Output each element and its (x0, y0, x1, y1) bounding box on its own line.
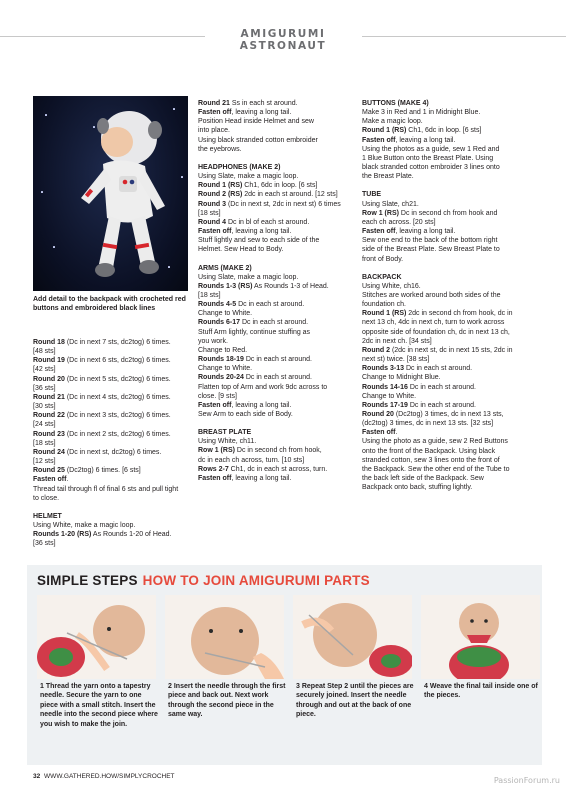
section-heading: BACKPACK (362, 273, 402, 281)
line-text: Ch1, 6dc in loop. [6 sts] (242, 182, 318, 190)
bold-label: Round 1 (RS) (198, 182, 243, 190)
line-text: the Backpack. Sew the other end of the Tube to (362, 465, 510, 473)
text-line (362, 309, 532, 318)
line-text: Using White, ch16. (362, 282, 421, 290)
bold-label: Round 20 (33, 375, 65, 383)
text-line (33, 539, 193, 548)
line-text: Using White, make a magic loop. (33, 521, 136, 529)
text-line (362, 373, 532, 382)
text-line (33, 393, 193, 402)
line-text: (Dc in next 3 sts, dc2tog) 6 times. (64, 412, 171, 420)
step-1-illustration (37, 595, 156, 679)
step-3-body: Repeat Step 2 until the pieces are securely joined. Insert the needle through and out at the back of one piece. (296, 683, 414, 719)
footer-url[interactable]: WWW.GATHERED.HOW/SIMPLYCROCHET (44, 773, 175, 780)
step-1-number: 1 (40, 683, 44, 690)
text-line (362, 465, 532, 474)
text-line (198, 437, 356, 446)
bold-label: Round 25 (33, 467, 65, 475)
text-line (362, 154, 532, 163)
line-text: Change to Red. (198, 346, 248, 354)
text-line (33, 420, 193, 429)
bold-label: Rounds 14-16 (362, 383, 408, 391)
text-line (198, 200, 356, 209)
simple-steps-heading: SIMPLE STEPS (37, 573, 138, 588)
line-text: side of the Breast Plate. Sew Breast Plate to (362, 246, 500, 254)
line-text: Using Slate, make a magic loop. (198, 173, 299, 181)
bold-label: Rounds 6-17 (198, 319, 241, 327)
text-line (198, 392, 356, 401)
line-text: Change to White. (198, 365, 253, 373)
line-text: [30 sts] (33, 403, 56, 411)
line-text: Helmet. Sew Head to Body. (198, 246, 284, 254)
line-text: (Dc2tog) 6 times. [6 sts] (64, 467, 141, 475)
step-4-body: Weave the final tail inside one of the pieces. (424, 683, 538, 700)
bold-label: Round 21 (198, 100, 230, 107)
line-text: opposite side of foundation ch, dc in next 13 ch, (362, 328, 510, 336)
step-2-photo (165, 595, 284, 679)
text-line (362, 337, 532, 346)
text-line (362, 255, 532, 264)
text-line (198, 172, 356, 181)
text-line (362, 108, 532, 117)
text-line (362, 328, 532, 337)
bold-label: Fasten off (198, 228, 232, 236)
line-text: Dc in each st around. (404, 365, 473, 373)
bold-label: Rounds 1-3 (RS) (198, 282, 253, 290)
line-text: Using black stranded cotton embroider (198, 136, 318, 144)
bold-label: Rounds 18-19 (198, 356, 244, 364)
line-text: [12 sts] (33, 458, 56, 466)
step-4-illustration (421, 595, 540, 679)
text-line (33, 466, 193, 475)
paragraph-gap (198, 419, 356, 428)
text-line (198, 108, 356, 117)
bold-label: Fasten off (198, 474, 232, 482)
bold-label: Round 19 (33, 357, 65, 365)
bold-label: Rounds 20-24 (198, 374, 244, 382)
text-line (362, 410, 532, 419)
line-text: As Rounds 1-20 of Head. (91, 531, 172, 539)
text-line (362, 355, 532, 364)
text-line (362, 117, 532, 126)
step-3-text (296, 682, 416, 720)
step-4-photo (421, 595, 540, 679)
line-text: Using the photo as a guide, sew 2 Red Buttons (362, 438, 508, 446)
line-text: Stuff Arm lightly, continue stuffing as (198, 328, 311, 336)
step-1-photo (37, 595, 156, 679)
bold-label: Round 24 (33, 448, 65, 456)
text-line (198, 282, 356, 291)
line-text: Using the photos as a guide, sew 1 Red and (362, 145, 500, 153)
text-column-1 (33, 338, 193, 548)
line-text: 2dc in second ch from hook, dc in (406, 310, 513, 318)
text-line (198, 136, 356, 145)
line-text: the Breast Plate. (362, 173, 414, 181)
step-4-number: 4 (424, 683, 428, 690)
text-line (362, 383, 532, 392)
text-line (362, 318, 532, 327)
line-text: Position Head inside Helmet and sew (198, 118, 314, 126)
text-line (198, 474, 356, 483)
header-rule-left (0, 36, 205, 37)
line-text: 2dc in each st around. [12 sts] (242, 191, 338, 199)
line-text: Dc in each st around. (236, 301, 305, 309)
text-line (362, 456, 532, 465)
bold-label: Fasten off (362, 429, 396, 437)
text-line (198, 383, 356, 392)
line-text: the eyebrows. (198, 145, 242, 153)
line-text: , leaving a long tail. (231, 401, 292, 409)
line-text: the back left side of the Backpack. Sew (362, 475, 484, 483)
text-line (362, 282, 532, 291)
text-line (198, 227, 356, 236)
step-3-photo (293, 595, 412, 679)
bold-label: Rows 2-7 (198, 465, 229, 473)
section-heading: BREAST PLATE (198, 429, 252, 437)
step-3-illustration (293, 595, 412, 679)
text-line (362, 245, 532, 254)
text-line (33, 448, 193, 457)
text-line (198, 190, 356, 199)
text-line (33, 356, 193, 365)
text-line (33, 457, 193, 466)
text-line (198, 401, 356, 410)
text-line (198, 328, 356, 337)
line-text: [36 sts] (33, 384, 56, 392)
line-text: Stitches are worked around both sides of the (362, 291, 501, 299)
bold-label: Row 1 (RS) (362, 209, 399, 217)
line-text: [42 sts] (33, 366, 56, 374)
text-line (198, 465, 356, 474)
line-text: Dc in each st around. (243, 374, 312, 382)
line-text: (Dc in next 7 sts, dc2tog) 6 times. (64, 339, 171, 346)
step-1-text (40, 682, 160, 729)
text-line (33, 439, 193, 448)
line-text: As Rounds 1-3 of Head. (252, 282, 329, 290)
line-text: [36 sts] (33, 540, 56, 548)
bold-label: Fasten off (33, 476, 67, 484)
paragraph-gap (198, 255, 356, 264)
text-line (362, 300, 532, 309)
text-line (198, 337, 356, 346)
text-line (362, 145, 532, 154)
text-line (362, 172, 532, 181)
bold-label: Row 1 (RS) (198, 447, 235, 455)
bold-label: Rounds 4-5 (198, 301, 237, 309)
line-text: . (66, 476, 69, 484)
line-text: you work. (198, 337, 228, 345)
bold-label: Round 18 (33, 339, 65, 346)
line-text: [18 sts] (33, 439, 56, 447)
line-text: , leaving a long tail. (395, 136, 456, 144)
text-line (362, 227, 532, 236)
bold-label: Round 2 (RS) (198, 191, 243, 199)
line-text: Flatten top of Arm and work 9dc across to (198, 383, 328, 391)
page-header (0, 22, 566, 52)
line-text: [24 sts] (33, 421, 56, 429)
line-text: Using Slate, ch21. (362, 200, 419, 208)
page-number: 32 (33, 773, 41, 780)
text-line (198, 181, 356, 190)
text-line (33, 347, 193, 356)
line-text: Ss in each st around. (229, 100, 298, 107)
watermark: PassionForum.ru (493, 776, 560, 785)
paragraph-gap (33, 503, 193, 512)
line-text: . (395, 429, 398, 437)
text-line (198, 373, 356, 382)
bold-label: Round 1 (RS) (362, 310, 407, 318)
text-line (362, 218, 532, 227)
bold-label: Rounds 1-20 (RS) (33, 531, 92, 539)
text-line (362, 437, 532, 446)
line-text: next st) twice. [38 sts] (362, 356, 430, 364)
bold-label: Fasten off (198, 401, 232, 409)
text-line (198, 218, 356, 227)
text-line (198, 291, 356, 300)
text-line (362, 401, 532, 410)
bold-label: Round 21 (33, 393, 65, 401)
line-text: , leaving a long tail. (231, 474, 292, 482)
text-column-2 (198, 99, 356, 483)
text-line (198, 355, 356, 364)
text-line (362, 483, 532, 492)
bold-label: Round 4 (198, 218, 226, 226)
line-text: (Dc in next 6 sts, dc2tog) 6 times. (64, 357, 171, 365)
text-line (198, 245, 356, 254)
bold-label: Fasten off (198, 109, 232, 117)
line-text: Dc in each st around. (243, 356, 312, 364)
section-heading: ARMS (MAKE 2) (198, 264, 252, 272)
astronaut-illustration (33, 96, 188, 291)
line-text: front of Body. (362, 255, 404, 263)
line-text: Make 3 in Red and 1 in Midnight Blue. (362, 109, 481, 117)
line-text: Sew Arm to each side of Body. (198, 411, 293, 418)
header-rule-right (362, 36, 566, 37)
step-3-number: 3 (296, 683, 300, 690)
line-text: (Dc in next 2 sts, dc2tog) 6 times. (64, 430, 171, 438)
line-text: , leaving a long tail. (231, 228, 292, 236)
text-line (362, 419, 532, 428)
line-text: next 13 ch, 4dc in next ch, turn to work across (362, 319, 505, 327)
text-line (362, 428, 532, 437)
step-2-number: 2 (168, 683, 172, 690)
text-line (362, 136, 532, 145)
text-line (362, 236, 532, 245)
text-line (362, 200, 532, 209)
page-title: AMIGURUMI ASTRONAUT (239, 28, 327, 52)
line-text: , leaving a long tail. (231, 109, 292, 117)
text-column-3 (362, 99, 532, 492)
text-line (33, 530, 193, 539)
line-text: (Dc2tog) 3 times, dc in next 13 sts, (393, 411, 504, 418)
line-text: Change to Midnight Blue. (362, 374, 441, 382)
text-line (198, 126, 356, 135)
step-2-illustration (165, 595, 284, 679)
text-line (33, 375, 193, 384)
line-text: dc in each ch across, turn. [10 sts] (198, 456, 305, 464)
paragraph-gap (362, 264, 532, 273)
bold-label: Fasten off (362, 228, 396, 236)
bold-label: Round 23 (33, 430, 65, 438)
line-text: Using White, ch11. (198, 438, 257, 446)
line-text: close. [9 sts] (198, 392, 237, 400)
text-line (33, 494, 193, 503)
simple-steps-panel (27, 565, 542, 765)
line-text: Backpack onto back, stuffing lightly. (362, 484, 473, 492)
text-line (33, 430, 193, 439)
text-line (33, 521, 193, 530)
line-text: 1 Blue Button onto the Breast Plate. Using (362, 154, 494, 162)
bold-label: Round 1 (RS) (362, 127, 407, 135)
bold-label: Round 22 (33, 412, 65, 420)
text-line (198, 364, 356, 373)
line-text: Dc in second ch from hook, (234, 447, 322, 455)
line-text: Ch1, 6dc in loop. [6 sts] (406, 127, 482, 135)
line-text: black stranded cotton embroider 3 lines onto (362, 164, 500, 172)
line-text: Dc in each st around. (407, 401, 476, 409)
line-text: Using Slate, make a magic loop. (198, 273, 299, 281)
bold-label: Rounds 17-19 (362, 401, 408, 409)
photo-caption: Add detail to the backpack with crocheted red buttons and embroidered black lines (33, 296, 186, 313)
text-line (362, 364, 532, 373)
line-text: [18 sts] (198, 291, 221, 299)
page-footer (33, 773, 175, 780)
line-text: (Dc in next 4 sts, dc2tog) 6 times. (64, 393, 171, 401)
text-line (198, 209, 356, 218)
line-text: Dc in bl of each st around. (226, 218, 310, 226)
line-text: [18 sts] (198, 209, 221, 217)
line-text: (Dc in next st, dc2tog) 6 times. (64, 448, 162, 456)
text-line (362, 126, 532, 135)
line-text: each ch across. [20 sts] (362, 218, 436, 226)
line-text: Dc in each st around. (407, 383, 476, 391)
text-line (198, 446, 356, 455)
text-line (33, 485, 193, 494)
simple-steps-title (37, 573, 370, 588)
line-text: Dc in each st around. (240, 319, 309, 327)
section-heading: HELMET (33, 512, 62, 520)
text-line (362, 209, 532, 218)
bold-label: Round 2 (362, 346, 390, 354)
line-text: Ch1, dc in each st across, turn. (228, 465, 328, 473)
text-line (362, 291, 532, 300)
astronaut-photo (33, 96, 188, 291)
paragraph-gap (198, 154, 356, 163)
text-line (33, 475, 193, 484)
line-text: Thread tail through fl of final 6 sts and pull tight (33, 485, 179, 493)
step-4-text (424, 682, 544, 701)
bold-label: Fasten off (362, 136, 396, 144)
line-text: (2dc in next st, dc in next 15 sts, 2dc in (390, 346, 513, 354)
line-text: [48 sts] (33, 348, 56, 356)
text-line (362, 392, 532, 401)
text-line (33, 402, 193, 411)
bold-label: Round 3 (198, 200, 226, 208)
text-line (33, 365, 193, 374)
line-text: foundation ch. (362, 301, 406, 309)
line-text: Change to White. (198, 310, 253, 318)
bold-label: Round 20 (362, 411, 394, 418)
text-line (362, 474, 532, 483)
simple-steps-subheading: HOW TO JOIN AMIGURUMI PARTS (142, 573, 370, 588)
text-line (198, 145, 356, 154)
text-line (198, 117, 356, 126)
line-text: (Dc in next st, 2dc in next st) 6 times (226, 200, 341, 208)
line-text: 2dc in next ch. [34 sts] (362, 337, 432, 345)
text-line (362, 447, 532, 456)
text-line (198, 410, 356, 419)
text-line (33, 384, 193, 393)
text-line (198, 318, 356, 327)
text-line (198, 456, 356, 465)
section-heading: TUBE (362, 191, 382, 199)
line-text: into place. (198, 127, 230, 135)
line-text: , leaving a long tail. (395, 228, 456, 236)
line-text: Change to White. (362, 392, 417, 400)
line-text: Make a magic loop. (362, 118, 423, 126)
section-heading: HEADPHONES (MAKE 2) (198, 163, 281, 171)
text-line (362, 346, 532, 355)
line-text: stranded cotton, sew 3 lines onto the front of (362, 456, 500, 464)
line-text: Sew one end to the back of the bottom right (362, 237, 498, 245)
line-text: (dc2tog) 3 times, dc in next 13 sts. [32 sts] (362, 420, 494, 428)
text-line (33, 411, 193, 420)
line-text: onto the front of the Backpack. Using black (362, 447, 496, 455)
line-text: to close. (33, 494, 60, 502)
text-line (198, 346, 356, 355)
text-line (198, 273, 356, 282)
text-line (198, 309, 356, 318)
paragraph-gap (362, 181, 532, 190)
line-text: Dc in second ch from hook and (398, 209, 498, 217)
text-line (198, 99, 356, 108)
text-line (198, 236, 356, 245)
line-text: Stuff lightly and sew to each side of the (198, 237, 320, 245)
bold-label: Rounds 3-13 (362, 365, 405, 373)
text-line (33, 338, 193, 347)
text-line (198, 300, 356, 309)
step-2-body: Insert the needle through the first piece and back out. Next work through the second piece in the same way. (168, 683, 286, 719)
section-heading: BUTTONS (MAKE 4) (362, 100, 429, 107)
line-text: (Dc in next 5 sts, dc2tog) 6 times. (64, 375, 171, 383)
text-line (362, 163, 532, 172)
step-1-body: Thread the yarn onto a tapestry needle. Secure the yarn to one piece with a small stitch. Insert the needle into the second piece where you wish to make the join. (40, 683, 158, 728)
step-2-text (168, 682, 288, 720)
